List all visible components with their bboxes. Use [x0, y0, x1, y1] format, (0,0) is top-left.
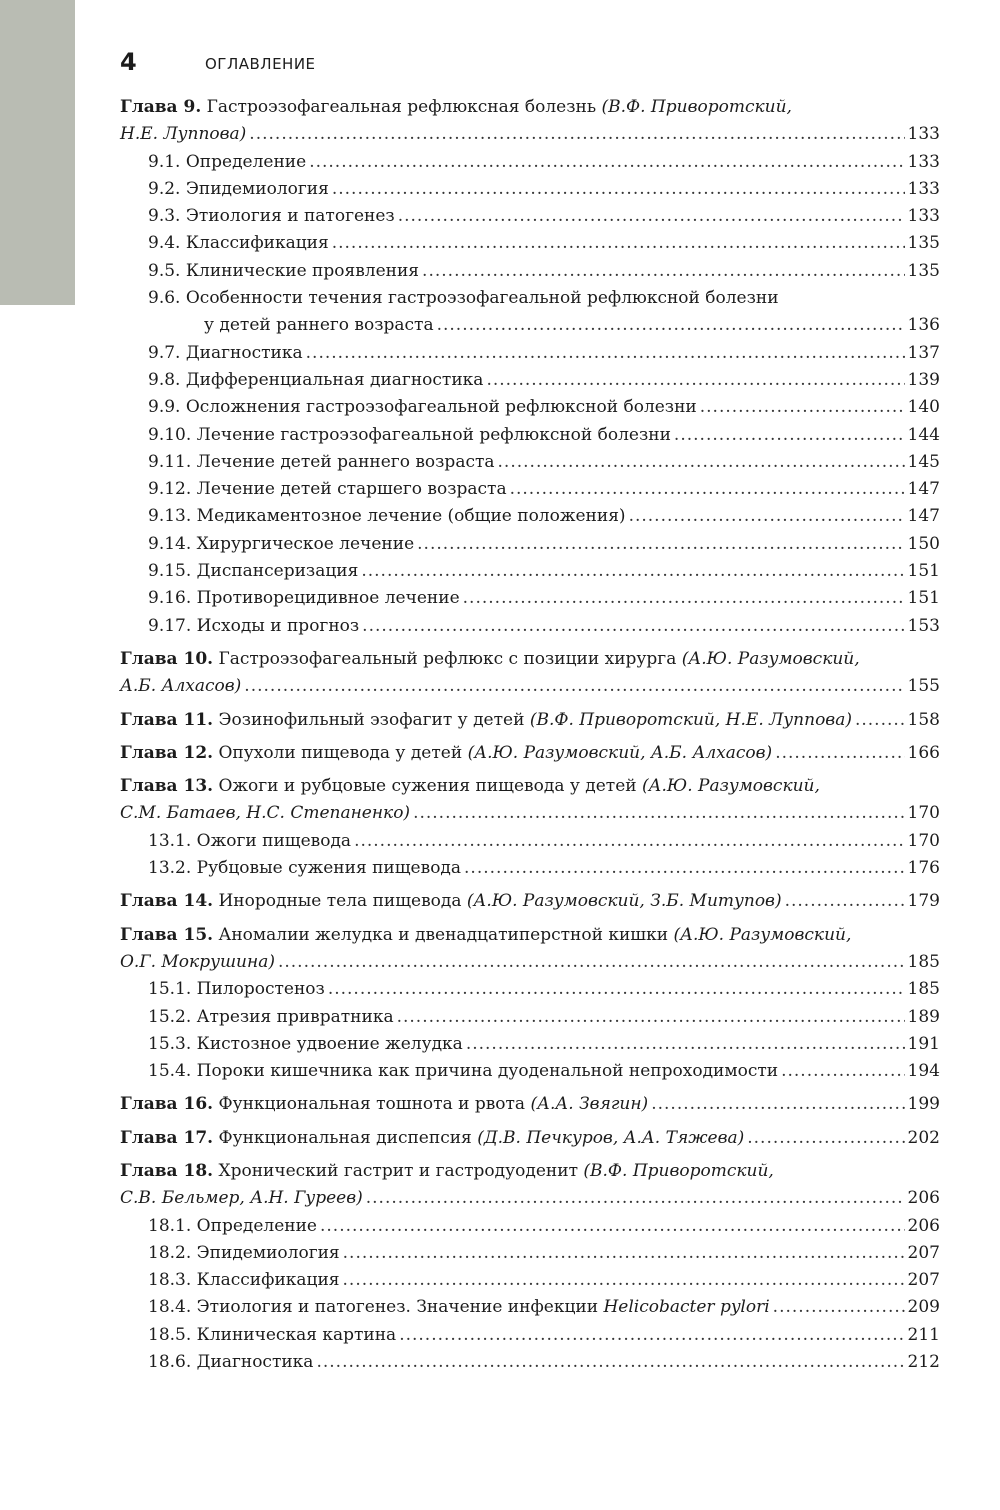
section-text — [148, 585, 460, 612]
chapter-heading — [120, 740, 772, 767]
chapter-label: Глава 15. — [120, 924, 214, 945]
chapter-authors: (А.Ю. Разумовский, З.Б. Митупов) — [466, 891, 782, 912]
section-page: 185 — [907, 979, 940, 1000]
section-number: 9.6. — [148, 288, 181, 309]
section-title: Эпидемиология — [196, 1242, 340, 1263]
chapter-label: Глава 13. — [120, 776, 214, 797]
dot-leader — [361, 558, 904, 585]
section-number: 9.12. — [148, 479, 192, 500]
dot-leader — [785, 888, 905, 915]
section-title: Особенности течения гастроэзофагеальной рефлюксной болезни — [185, 288, 779, 309]
chapter-page: 206 — [907, 1188, 940, 1209]
section-text — [148, 1240, 340, 1267]
section-page: 206 — [907, 1215, 940, 1236]
dot-leader — [278, 949, 905, 976]
dot-leader — [244, 673, 904, 700]
chapter-heading — [120, 94, 792, 121]
chapter-label: Глава 10. — [120, 648, 214, 669]
section-text — [148, 149, 306, 176]
section-text — [148, 476, 507, 503]
section-text — [148, 1349, 313, 1376]
section-title: Эпидемиология — [185, 178, 329, 199]
section-title: Клинические проявления — [185, 260, 420, 281]
page-edge-strip — [0, 0, 75, 305]
dot-leader — [510, 476, 905, 503]
section-title: Ожоги пищевода — [196, 830, 352, 851]
chapter-heading — [120, 1125, 744, 1152]
section-title: Дифференциальная диагностика — [185, 369, 484, 390]
dot-leader — [309, 149, 904, 176]
section-text — [148, 1058, 778, 1085]
chapter-heading — [120, 888, 782, 915]
section-number: 9.16. — [148, 588, 192, 609]
section-page: 150 — [907, 533, 940, 554]
toc-section[interactable] — [120, 585, 940, 612]
toc-section[interactable] — [120, 203, 940, 230]
chapter-title: Гастроэзофагеальная рефлюксная болезнь — [206, 97, 597, 117]
section-number: 9.3. — [148, 206, 181, 227]
toc-section[interactable] — [120, 558, 940, 585]
toc-chapter[interactable] — [120, 707, 940, 734]
section-text — [148, 613, 359, 640]
section-page: 211 — [907, 1324, 940, 1345]
section-title: Медикаментозное лечение (общие положения) — [196, 506, 626, 527]
section-text — [148, 976, 325, 1003]
dot-leader — [437, 312, 905, 339]
section-text — [148, 285, 779, 312]
section-page: 135 — [907, 260, 940, 281]
section-page: 145 — [907, 451, 940, 472]
dot-leader — [306, 340, 905, 367]
dot-leader — [486, 367, 904, 394]
chapter-heading — [120, 1158, 774, 1185]
chapter-title: Эозинофильный эзофагит у детей — [218, 709, 525, 730]
section-title-cont: у детей раннего возраста — [204, 315, 434, 336]
section-text — [148, 531, 414, 558]
chapter-title: Функциональная тошнота и рвота — [218, 1094, 526, 1115]
dot-leader — [700, 394, 905, 421]
section-text — [148, 449, 495, 476]
dot-leader — [249, 121, 904, 148]
section-page: 147 — [907, 479, 940, 500]
chapter-authors: (А.Ю. Разумовский, — [681, 648, 860, 669]
section-title: Лечение детей раннего возраста — [196, 451, 495, 472]
chapter-authors: (А.Ю. Разумовский, — [673, 924, 852, 945]
toc-chapter[interactable] — [120, 740, 940, 767]
section-title: Исходы и прогноз — [196, 615, 360, 636]
toc-chapter-cont[interactable] — [120, 121, 940, 148]
dot-leader — [343, 1267, 905, 1294]
section-title: Клиническая картина — [196, 1324, 397, 1345]
chapter-page: 166 — [907, 742, 940, 763]
section-title-italic: Helicobacter pylori — [603, 1297, 770, 1318]
section-number: 9.13. — [148, 506, 192, 527]
chapter-page: 185 — [907, 951, 940, 972]
chapter-page: 158 — [907, 709, 940, 730]
toc-section[interactable] — [120, 285, 940, 312]
toc-section[interactable] — [120, 1058, 940, 1085]
section-number: 18.1. — [148, 1215, 192, 1236]
chapter-title: Аномалии желудка и двенадцатиперстной кишки — [218, 924, 669, 945]
section-page: 170 — [907, 830, 940, 851]
section-page: 135 — [907, 233, 940, 254]
toc-chapter[interactable] — [120, 888, 940, 915]
toc-section[interactable] — [120, 476, 940, 503]
section-text — [148, 855, 461, 882]
section-text — [148, 1004, 394, 1031]
section-page: 133 — [907, 151, 940, 172]
dot-leader — [781, 1058, 904, 1085]
toc-chapter-cont[interactable] — [120, 1185, 940, 1212]
section-number: 18.2. — [148, 1242, 192, 1263]
section-text — [148, 340, 303, 367]
chapter-authors-cont: О.Г. Мокрушина) — [120, 951, 275, 972]
section-title: Лечение детей старшего возраста — [196, 479, 507, 500]
toc-chapter[interactable] — [120, 1125, 940, 1152]
chapter-page: 155 — [907, 676, 940, 697]
toc-section[interactable] — [120, 1213, 940, 1240]
section-page: 137 — [907, 342, 940, 363]
dot-leader — [464, 855, 905, 882]
toc-section[interactable] — [120, 1031, 940, 1058]
chapter-authors: (Д.В. Печкуров, А.А. Тяжева) — [477, 1127, 745, 1148]
toc-section[interactable] — [120, 828, 940, 855]
chapter-page: 199 — [907, 1094, 940, 1115]
chapter-authors: (В.Ф. Приворотский, — [583, 1160, 774, 1181]
toc-section[interactable] — [120, 258, 940, 285]
chapter-title: Ожоги и рубцовые сужения пищевода у детей — [218, 776, 637, 797]
dot-leader — [855, 707, 905, 734]
chapter-authors: (А.Ю. Разумовский, А.Б. Алхасов) — [467, 742, 773, 763]
section-text — [148, 258, 419, 285]
section-page: 144 — [907, 424, 940, 445]
toc-chapter[interactable] — [120, 94, 940, 121]
section-title: Определение — [185, 151, 307, 172]
section-title: Пилоростеноз — [196, 979, 325, 1000]
section-page: 140 — [907, 397, 940, 418]
chapter-label: Глава 17. — [120, 1127, 214, 1148]
section-number: 9.2. — [148, 178, 181, 199]
section-text — [148, 176, 329, 203]
chapter-label: Глава 12. — [120, 742, 214, 763]
toc-section[interactable] — [120, 531, 940, 558]
section-page: 133 — [907, 206, 940, 227]
section-title: Этиология и патогенез. Значение инфекции — [196, 1297, 599, 1318]
chapter-heading — [120, 922, 851, 949]
toc-section[interactable] — [120, 1267, 940, 1294]
section-number: 9.11. — [148, 451, 192, 472]
section-text — [148, 1267, 340, 1294]
dot-leader — [747, 1125, 904, 1152]
section-text — [148, 203, 395, 230]
dot-leader — [466, 1031, 905, 1058]
chapter-authors: (В.Ф. Приворотский, — [601, 97, 792, 117]
toc-chapter-cont[interactable] — [120, 673, 940, 700]
dot-leader — [320, 1213, 905, 1240]
section-page: 136 — [907, 315, 940, 336]
chapter-page: 179 — [907, 891, 940, 912]
toc-section[interactable] — [120, 1004, 940, 1031]
chapter-authors-cont: С.М. Батаев, Н.С. Степаненко) — [120, 803, 411, 824]
dot-leader — [332, 230, 905, 257]
chapter-label: Глава 18. — [120, 1160, 214, 1181]
section-title: Осложнения гастроэзофагеальной рефлюксной болезни — [185, 397, 697, 418]
section-number: 9.5. — [148, 260, 181, 281]
section-page: 151 — [907, 561, 940, 582]
dot-leader — [773, 1294, 905, 1321]
toc-section[interactable] — [120, 976, 940, 1003]
section-text — [148, 828, 351, 855]
section-text — [148, 394, 697, 421]
section-number: 18.6. — [148, 1352, 192, 1373]
dot-leader — [397, 1004, 905, 1031]
section-number: 18.5. — [148, 1324, 192, 1345]
section-number: 13.2. — [148, 858, 192, 879]
section-number: 13.1. — [148, 830, 192, 851]
toc-chapter[interactable] — [120, 922, 940, 949]
toc-chapter-cont[interactable] — [120, 800, 940, 827]
toc-chapter-cont[interactable] — [120, 949, 940, 976]
section-number: 9.10. — [148, 424, 192, 445]
section-page: 147 — [907, 506, 940, 527]
section-title: Атрезия привратника — [196, 1006, 394, 1027]
dot-leader — [775, 740, 904, 767]
section-number: 15.3. — [148, 1033, 192, 1054]
chapter-title: Опухоли пищевода у детей — [218, 742, 463, 763]
section-number: 9.1. — [148, 151, 181, 172]
dot-leader — [651, 1091, 904, 1118]
section-text — [148, 1322, 396, 1349]
section-page: 139 — [907, 369, 940, 390]
toc-section[interactable] — [120, 855, 940, 882]
dot-leader — [328, 976, 905, 1003]
toc-section[interactable] — [120, 149, 940, 176]
chapter-label: Глава 14. — [120, 891, 214, 912]
section-page: 189 — [907, 1006, 940, 1027]
section-title: Диагностика — [196, 1352, 314, 1373]
toc-section-cont[interactable] — [120, 312, 940, 339]
section-text — [148, 1294, 770, 1321]
chapter-heading — [120, 646, 860, 673]
section-title: Диагностика — [185, 342, 303, 363]
toc-section[interactable] — [120, 422, 940, 449]
toc-section[interactable] — [120, 449, 940, 476]
section-title: Хирургическое лечение — [196, 533, 415, 554]
chapter-heading — [120, 707, 852, 734]
section-number: 9.15. — [148, 561, 192, 582]
dot-leader — [316, 1349, 904, 1376]
toc-chapter[interactable] — [120, 646, 940, 673]
section-number: 9.9. — [148, 397, 181, 418]
section-page: 153 — [907, 615, 940, 636]
section-page: 176 — [907, 858, 940, 879]
dot-leader — [674, 422, 905, 449]
chapter-authors: (В.Ф. Приворотский, Н.Е. Луппова) — [529, 709, 852, 730]
dot-leader — [463, 585, 905, 612]
section-title: Классификация — [185, 233, 329, 254]
chapter-authors: (А.Ю. Разумовский, — [642, 776, 820, 797]
chapter-label: Глава 16. — [120, 1094, 214, 1115]
section-page: 209 — [907, 1297, 940, 1318]
section-text — [148, 1031, 463, 1058]
chapter-page: 202 — [907, 1127, 940, 1148]
section-title: Противорецидивное лечение — [196, 588, 460, 609]
dot-leader — [332, 176, 905, 203]
toc-section[interactable] — [120, 1294, 940, 1321]
section-number: 9.8. — [148, 369, 181, 390]
chapter-authors-cont: С.В. Бельмер, А.Н. Гуреев) — [120, 1188, 363, 1209]
section-number: 18.4. — [148, 1297, 192, 1318]
chapter-authors-cont: Н.Е. Луппова) — [120, 124, 247, 145]
section-title: Этиология и патогенез — [185, 206, 395, 227]
table-of-contents — [120, 94, 940, 1376]
section-number: 9.17. — [148, 615, 192, 636]
section-page: 207 — [907, 1270, 940, 1291]
section-title: Классификация — [196, 1270, 340, 1291]
chapter-page: 133 — [907, 124, 940, 145]
chapter-title: Инородные тела пищевода — [218, 891, 462, 912]
chapter-title: Функциональная диспепсия — [218, 1127, 472, 1148]
toc-section[interactable] — [120, 1349, 940, 1376]
toc-section[interactable] — [120, 1322, 940, 1349]
chapter-label: Глава 11. — [120, 709, 214, 730]
section-title: Кистозное удвоение желудка — [196, 1033, 463, 1054]
toc-chapter[interactable] — [120, 773, 940, 800]
section-text — [148, 1213, 317, 1240]
section-number: 9.4. — [148, 233, 181, 254]
page-number: 4 — [120, 48, 137, 76]
section-number: 15.2. — [148, 1006, 192, 1027]
dot-leader — [398, 203, 905, 230]
dot-leader — [354, 828, 904, 855]
dot-leader — [343, 1240, 905, 1267]
dot-leader — [399, 1322, 904, 1349]
toc-section[interactable] — [120, 503, 940, 530]
toc-chapter[interactable] — [120, 1091, 940, 1118]
chapter-authors: (А.А. Звягин) — [530, 1094, 649, 1115]
dot-leader — [498, 449, 905, 476]
section-title: Рубцовые сужения пищевода — [196, 858, 462, 879]
dot-leader — [413, 800, 904, 827]
section-page: 151 — [907, 588, 940, 609]
toc-section[interactable] — [120, 394, 940, 421]
dot-leader — [629, 503, 905, 530]
toc-section[interactable] — [120, 1240, 940, 1267]
chapter-label: Глава 9. — [120, 97, 202, 117]
dot-leader — [366, 1185, 905, 1212]
section-text — [148, 367, 483, 394]
chapter-authors-cont: А.Б. Алхасов) — [120, 676, 242, 697]
section-title: Пороки кишечника как причина дуоденальной непроходимости — [196, 1061, 779, 1082]
section-number: 15.1. — [148, 979, 192, 1000]
toc-section[interactable] — [120, 367, 940, 394]
chapter-title: Гастроэзофагеальный рефлюкс с позиции хирурга — [218, 648, 677, 669]
toc-section[interactable] — [120, 230, 940, 257]
section-number: 18.3. — [148, 1270, 192, 1291]
section-text — [148, 422, 671, 449]
section-number: 15.4. — [148, 1061, 192, 1082]
toc-chapter[interactable] — [120, 1158, 940, 1185]
toc-section[interactable] — [120, 613, 940, 640]
section-title: Определение — [196, 1215, 317, 1236]
chapter-title: Хронический гастрит и гастродуоденит — [218, 1160, 578, 1181]
section-page: 207 — [907, 1242, 940, 1263]
section-page: 191 — [907, 1033, 940, 1054]
chapter-heading — [120, 773, 820, 800]
chapter-page: 170 — [907, 803, 940, 824]
dot-leader — [362, 613, 904, 640]
section-page: 212 — [907, 1352, 940, 1373]
section-text — [148, 503, 626, 530]
toc-section[interactable] — [120, 340, 940, 367]
section-number: 9.14. — [148, 533, 192, 554]
dot-leader — [422, 258, 905, 285]
section-title: Диспансеризация — [196, 561, 359, 582]
chapter-heading — [120, 1091, 648, 1118]
section-text — [148, 558, 358, 585]
section-title: Лечение гастроэзофагеальной рефлюксной болезни — [196, 424, 671, 445]
running-title: ОГЛАВЛЕНИЕ — [205, 55, 316, 73]
toc-section[interactable] — [120, 176, 940, 203]
section-page: 194 — [907, 1061, 940, 1082]
section-page: 133 — [907, 178, 940, 199]
section-number: 9.7. — [148, 342, 181, 363]
dot-leader — [417, 531, 904, 558]
section-text — [148, 230, 329, 257]
